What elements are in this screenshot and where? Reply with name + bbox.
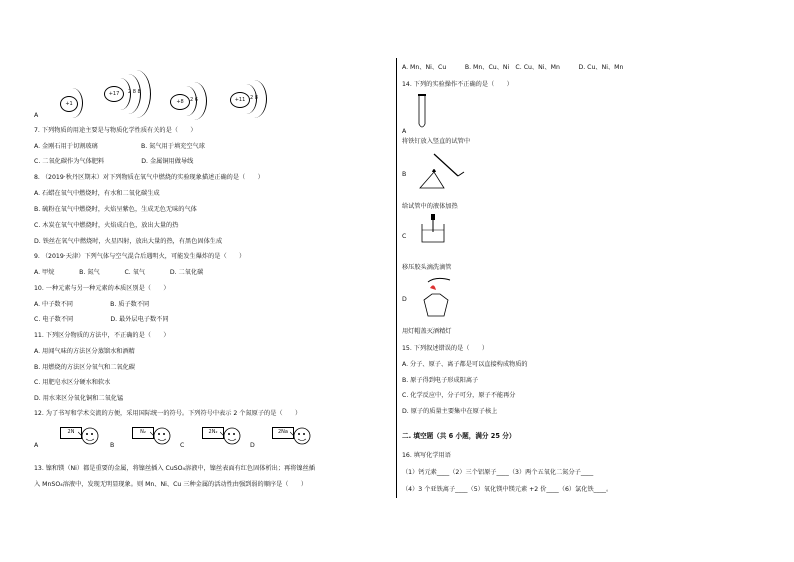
q14-caption-d: 用灯帽盖灭酒精灯 — [402, 328, 452, 335]
option-line: C. 化学反应中，分子可分，原子不能再分 — [402, 392, 516, 399]
question-8: 8. （2019·秋丹区期末）对下列物质在氧气中燃烧的实验现象描述正确的是（ ） — [34, 174, 264, 181]
question-13-cont: 入 MnSO₄溶液中，发现无明显现象。则 Mn、Ni、Cu 三种金属的活动性由强到弱的顺序是（ ） — [34, 481, 308, 488]
option-line: A. 金刚石用于切割玻璃 B. 氮气用于填充空气球 — [34, 143, 205, 150]
option-line: B. 用燃烧的方法区分氧气和二氧化碳 — [34, 364, 135, 371]
option-line: A. 中子数不同 B. 质子数不同 — [34, 301, 150, 308]
option-line: D. 原子的质量主要集中在原子核上 — [402, 408, 498, 415]
q14-caption-c: 移压胶头滴洗滴管 — [402, 264, 452, 271]
option-line: A. 石蜡在氧气中燃烧时，有水和二氧化碳生成 — [34, 190, 160, 197]
symbol-card: N₂ — [132, 427, 154, 439]
question-7: 7. 下列物质的用途主要是与物质化学性质有关的是（ ） — [34, 127, 197, 134]
option-line: C. 二氧化碳作为气体肥料 D. 金属铜用做导线 — [34, 158, 194, 165]
shell-electrons: 2 6 — [190, 97, 198, 103]
cartoon-figure-icon — [78, 424, 104, 450]
option-letter: A — [34, 112, 39, 119]
question-12: 12. 为了书写和学术交流的方便，采用国际统一的符号。下列符号中表示 2 个氮原子的是（ ） — [34, 410, 302, 417]
shell-electrons: 2 8 8 — [128, 89, 141, 95]
question-15: 15. 下列叙述错误的是（ ） — [402, 345, 489, 352]
q16-blanks-2: （4）3 个亚铁离子____（5）氧化镁中镁元素 +2 价____（6）氯化铁____。 — [402, 486, 613, 493]
option-line: D. 用水来区分氧化铜和二氧化锰 — [34, 395, 124, 402]
option-letter: B — [402, 171, 407, 178]
shell-electrons: 2 8 — [250, 95, 258, 101]
option-line: C. 木炭在氧气中燃烧时，火焰成白色，放出大量的热 — [34, 222, 179, 229]
heating-test-tube-icon — [414, 148, 468, 190]
atom-nucleus-1: +1 — [60, 96, 78, 112]
atom-nucleus-4: +11 — [230, 92, 250, 108]
option-letter: A — [34, 442, 39, 449]
option-letter: A — [402, 128, 407, 135]
cartoon-figure-icon — [290, 424, 316, 450]
option-line: D. 铁丝在氧气中燃烧时，火星四射，放出大量的热，有黑色固体生成 — [34, 238, 223, 245]
symbol-card: 2N — [60, 427, 82, 439]
q14-caption-b: 给试管中的液体加热 — [402, 203, 458, 210]
question-13: 13. 镍和镁（Ni）都是重要的金属，将镍丝插入 CuSO₄溶液中，镍丝表面有红色固体析出；再将镍丝插 — [34, 465, 315, 472]
cartoon-figure-icon — [150, 424, 176, 450]
option-line: A. 分子、原子、离子都是可以直接构成物质的 — [402, 361, 528, 368]
option-line: B. 硫粉在氧气中燃烧时，火焰呈紫色，生成无色无味的气体 — [34, 206, 197, 213]
option-letter: C — [180, 442, 185, 449]
symbol-card: 2N₂ — [202, 427, 224, 439]
question-10: 10. 一种元素与另一种元素的本质区别是（ ） — [34, 285, 170, 292]
q16-blanks-1: （1）钙元素____（2）三个铝原子____（3）两个五氧化二氮分子____ — [402, 469, 594, 476]
question-16: 16. 填写化学用语 — [402, 452, 451, 459]
option-letter: C — [402, 233, 407, 240]
symbol-card: 2Na — [272, 427, 294, 439]
test-tube-icon — [412, 92, 432, 132]
column-divider — [396, 58, 397, 498]
alcohol-lamp-icon — [414, 276, 460, 320]
cartoon-figure-icon — [220, 424, 246, 450]
option-line: B. 原子得到电子形成阳离子 — [402, 377, 479, 384]
option-line: C. 用肥皂水区分硬水和软水 — [34, 379, 111, 386]
option-line: A. 用闻气味的方法区分蒸馏水和酒精 — [34, 348, 135, 355]
atom-structure-diagrams — [34, 78, 370, 122]
option-letter: D — [402, 296, 407, 303]
question-9: 9. （2019·天津）下列气体与空气混合后遇明火，可能发生爆炸的是（ ） — [34, 253, 246, 260]
q13-options: A. Mn、Ni、Cu B. Mn、Cu、Ni C. Cu、Ni、Mn D. Cu、Ni、Mn — [402, 64, 624, 71]
question-11: 11. 下列区分物质的方法中，不正确的是（ ） — [34, 332, 170, 339]
atom-nucleus-2: +17 — [104, 86, 124, 102]
option-line: C. 电子数不同 D. 最外层电子数不同 — [34, 316, 169, 323]
option-letter: B — [110, 442, 115, 449]
section-heading: 二. 填空题（共 6 小题，满分 25 分） — [402, 432, 516, 440]
question-14: 14. 下列的实验操作不正确的是（ ） — [402, 81, 513, 88]
q14-caption-a: 将铁钉放入竖直的试管中 — [402, 138, 471, 145]
dropper-beaker-icon — [418, 214, 448, 244]
electron-shell — [62, 88, 83, 118]
option-line: A. 甲烷 B. 氮气 C. 氧气 D. 二氧化碳 — [34, 269, 204, 276]
atom-nucleus-3: +8 — [170, 94, 190, 110]
option-letter: D — [250, 442, 255, 449]
